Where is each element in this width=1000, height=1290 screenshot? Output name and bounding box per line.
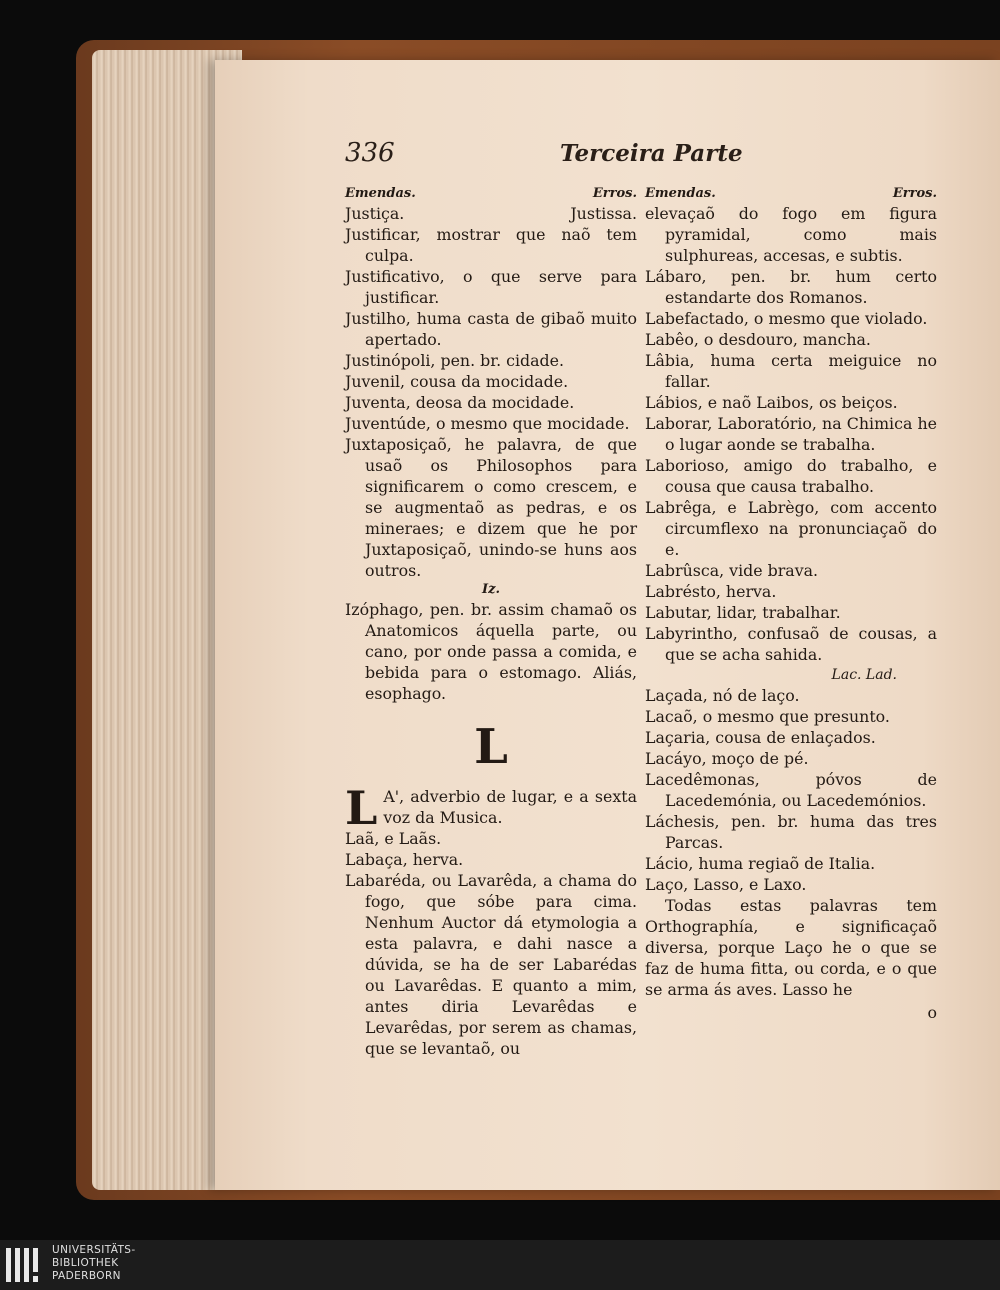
- column-header-erros: Erros.: [592, 186, 637, 201]
- library-name-line: PADERBORN: [52, 1270, 121, 1282]
- left-column: [345, 185, 637, 1059]
- dictionary-entry: Labaça, herva.: [345, 850, 464, 869]
- section-heading: Lac. Lad.: [831, 667, 897, 683]
- library-name-line: BIBLIOTHEK: [52, 1257, 119, 1269]
- library-name-line: UNIVERSITÄTS-: [52, 1244, 136, 1256]
- column-header-emendas: Emendas.: [645, 186, 716, 201]
- dictionary-entry: Lacáyo, moço de pé.: [645, 749, 809, 768]
- dictionary-entry: Labrûsca, vide brava.: [645, 561, 819, 580]
- logo-bar: [33, 1248, 38, 1272]
- dictionary-entry: Laã, e Laãs.: [345, 829, 442, 848]
- dictionary-entry: Láchesis, pen. br. huma das tres Parcas.: [645, 812, 937, 852]
- logo-bar: [24, 1248, 29, 1282]
- dictionary-entry: Lácio, huma regiaõ de Italia.: [645, 854, 876, 873]
- dictionary-entry: Lâbia, huma certa meiguice no fallar.: [645, 351, 937, 391]
- dictionary-entry: Justificar, mostrar que naõ tem culpa.: [345, 225, 637, 265]
- dictionary-entry: Labyrintho, confusaõ de cousas, a que se acha sahida.: [645, 624, 937, 664]
- dictionary-entry: elevaçaõ do fogo em figura pyramidal, como mais sulphureas, accesas, e subtis.: [645, 204, 937, 265]
- dictionary-entry: Lábios, e naõ Laibos, os beiços.: [645, 393, 898, 412]
- section-heading: Iz.: [482, 582, 500, 597]
- column-header-erros: Erros.: [892, 186, 937, 201]
- logo-dot: [33, 1276, 38, 1282]
- dictionary-entry: Justificativo, o que serve para justificar.: [345, 267, 637, 307]
- page-header: [345, 138, 945, 178]
- dictionary-entry: Laborioso, amigo do trabalho, e cousa que causa trabalho.: [645, 456, 937, 496]
- dictionary-entry: Justilho, huma casta de gibaõ muito apertado.: [345, 309, 637, 349]
- running-title: Terceira Parte: [560, 140, 743, 167]
- right-column: [645, 185, 937, 1023]
- dictionary-entry: Lacaõ, o mesmo que presunto.: [645, 707, 890, 726]
- dictionary-entry: Labrésto, herva.: [645, 582, 777, 601]
- logo-bar: [6, 1248, 11, 1282]
- library-name: [52, 1244, 136, 1283]
- dictionary-entry: Juvenil, cousa da mocidade.: [345, 372, 569, 391]
- entry-list: [645, 685, 937, 895]
- dictionary-entry: Juxtaposiçaõ, he palavra, de que usaõ os Philosophos para significarem o como crescem, e se augmentaõ as pedras, e os mineraes; e dizem que he por Juxtaposiçaõ, unindo-se huns aos outros.: [345, 435, 637, 580]
- catchword: o: [927, 1003, 937, 1022]
- dropcap-text: A', adverbio de lugar, e a sexta voz da Musica.: [383, 787, 637, 827]
- dictionary-entry: Laçaria, cousa de enlaçados.: [645, 728, 876, 747]
- dictionary-entry: [345, 203, 637, 224]
- dropcap-letter: L: [345, 781, 378, 835]
- column-header-emendas: Emendas.: [345, 186, 416, 201]
- dictionary-entry: Izóphago, pen. br. assim chamaõ os Anatomicos áquella parte, ou cano, por onde passa a comida, e bebida para o estomago. Aliás, esophago.: [345, 600, 637, 703]
- entry-error: Justissa.: [570, 204, 637, 223]
- dictionary-entry: Labaréda, ou Lavarêda, a chama do fogo, que sóbe para cima. Nenhum Auctor dá etymologia a esta palavra, e dahi nasce a dúvida, se ha de ser Labarédas ou Lavarêdas. E quanto a mim, antes diria Levarêdas e Levarêdas, por serem as chamas, que se levantaõ, ou: [345, 871, 637, 1058]
- entry-correction: Justiça.: [345, 204, 405, 223]
- dropcap-entry: [345, 781, 637, 835]
- dictionary-entry: Juventa, deosa da mocidade.: [345, 393, 575, 412]
- entry-list: [345, 224, 637, 581]
- library-logo-icon: [6, 1248, 44, 1282]
- dictionary-entry: Labrêga, e Labrègo, com accento circumflexo na pronunciaçaõ do e.: [645, 498, 937, 559]
- dictionary-entry: Lábaro, pen. br. hum certo estandarte dos Romanos.: [645, 267, 937, 307]
- dictionary-entry: Juventúde, o mesmo que mocidade.: [345, 414, 630, 433]
- dictionary-entry: Lacedêmonas, póvos de Lacedemónia, ou Lacedemónios.: [645, 770, 937, 810]
- library-footer: [0, 1240, 1000, 1290]
- dictionary-entry: Labêo, o desdouro, mancha.: [645, 330, 871, 349]
- body-paragraph: Todas estas palavras tem Orthographía, e significaçaõ diversa, porque Laço he o que se faz de huma fitta, ou corda, e o que se arma ás aves. Lasso he: [645, 896, 937, 999]
- dictionary-entry: Laço, Lasso, e Laxo.: [645, 875, 807, 894]
- entry-list: [645, 203, 937, 665]
- dictionary-entry: Labefactado, o mesmo que violado.: [645, 309, 928, 328]
- column-header: [645, 185, 937, 203]
- column-header: [345, 185, 637, 203]
- page-number: 336: [345, 138, 395, 168]
- letter-heading: L: [474, 719, 508, 775]
- dictionary-entry: Laçada, nó de laço.: [645, 686, 800, 705]
- dictionary-entry: Labutar, lidar, trabalhar.: [645, 603, 841, 622]
- dictionary-entry: Laborar, Laboratório, na Chimica he o lugar aonde se trabalha.: [645, 414, 937, 454]
- dictionary-entry: Justinópoli, pen. br. cidade.: [345, 351, 565, 370]
- logo-bar: [15, 1248, 20, 1282]
